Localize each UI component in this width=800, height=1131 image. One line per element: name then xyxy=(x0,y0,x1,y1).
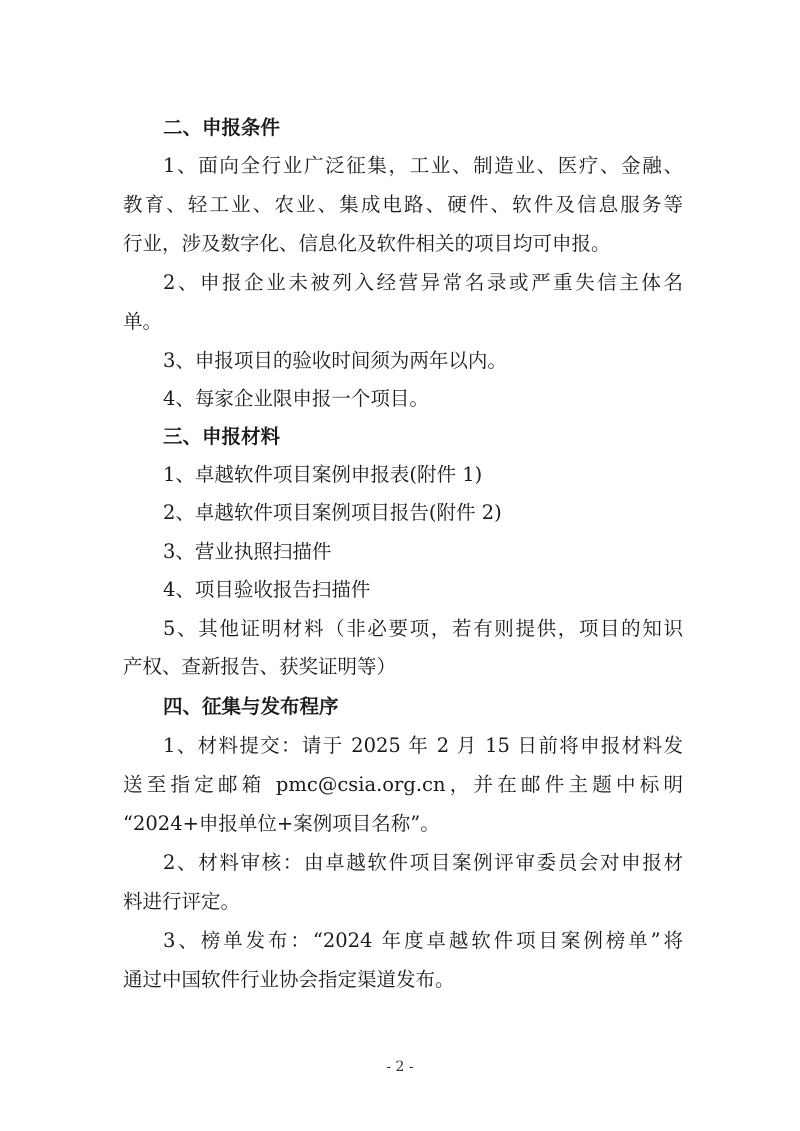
paragraph-line: 2、卓越软件项目案例项目报告(附件 2) xyxy=(163,501,502,524)
paragraph-line: 2、申报企业未被列入经营异常名录或严重失信主体名 xyxy=(163,271,683,294)
paragraph-line: 3、营业执照扫描件 xyxy=(163,540,332,563)
paragraph-line: 5、其他证明材料（非必要项，若有则提供，项目的知识 xyxy=(163,617,683,640)
paragraph-line: 料进行评定。 xyxy=(123,890,241,913)
paragraph-line: 通过中国软件行业协会指定渠道发布。 xyxy=(123,968,455,991)
section-heading-collection-and-release: 四、征集与发布程序 xyxy=(163,695,339,718)
paragraph-line: 送至指定邮箱 pmc@csia.org.cn，并在邮件主题中标明 xyxy=(123,773,683,796)
paragraph-line: 4、项目验收报告扫描件 xyxy=(163,578,371,601)
paragraph-line: 2、材料审核：由卓越软件项目案例评审委员会对申报材 xyxy=(163,851,683,874)
paragraph-line: 教育、轻工业、农业、集成电路、硬件、软件及信息服务等 xyxy=(123,193,683,216)
paragraph-line: 3、榜单发布：“2024 年度卓越软件项目案例榜单”将 xyxy=(163,929,683,952)
section-heading-application-conditions: 二、申报条件 xyxy=(163,116,281,139)
paragraph-line: 1、材料提交：请于 2025 年 2 月 15 日前将申报材料发 xyxy=(163,734,683,757)
paragraph-line: 4、每家企业限申报一个项目。 xyxy=(163,387,429,410)
paragraph-line: 1、卓越软件项目案例申报表(附件 1) xyxy=(163,463,483,486)
page-number: - 2 - xyxy=(386,1059,414,1075)
paragraph-line: 单。 xyxy=(123,310,163,333)
paragraph-line: 行业，涉及数字化、信息化及软件相关的项目均可申报。 xyxy=(123,232,611,255)
paragraph-line: “2024+申报单位+案例项目名称”。 xyxy=(123,812,440,835)
section-heading-application-materials: 三、申报材料 xyxy=(163,425,281,448)
paragraph-line: 3、申报项目的验收时间须为两年以内。 xyxy=(163,349,507,372)
paragraph-line: 1、面向全行业广泛征集，工业、制造业、医疗、金融、 xyxy=(163,154,683,177)
paragraph-line: 产权、查新报告、获奖证明等） xyxy=(123,655,397,678)
